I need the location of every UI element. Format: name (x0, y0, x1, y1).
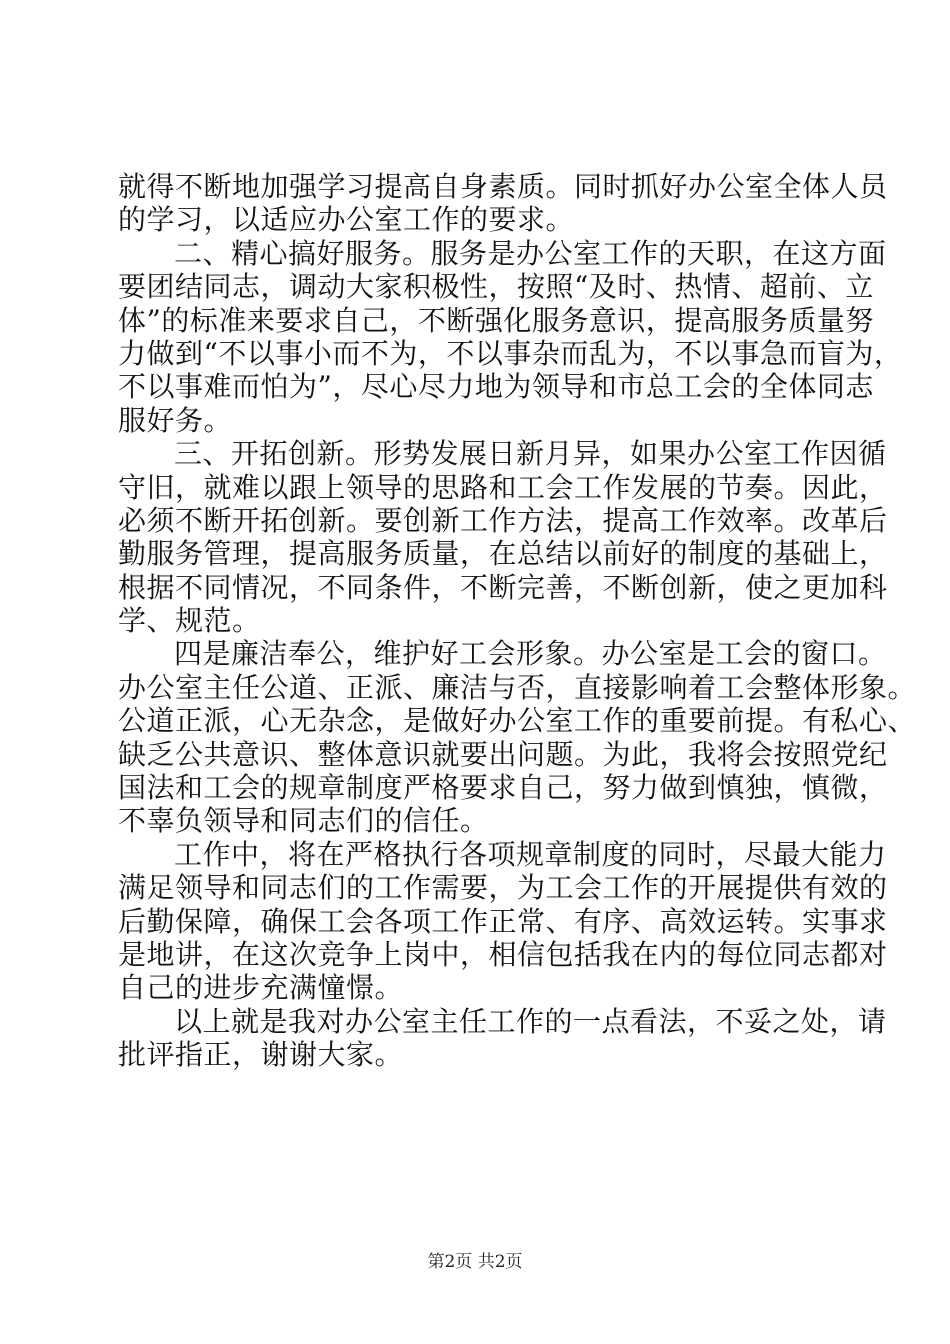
text-line: 学、规范。 (118, 604, 261, 638)
text-line: 必须不断开拓创新。要创新工作方法，提高工作效率。改革后 (118, 503, 888, 537)
text-line: 就得不断地加强学习提高自身素质。同时抓好办公室全体人员 (118, 170, 888, 203)
text-line: 要团结同志，调动大家积极性，按照“及时、热情、超前、立 (118, 270, 874, 304)
text-line: 后勤保障，确保工会各项工作正常、有序、高效运转。实事求 (118, 904, 888, 938)
text-line: 根据不同情况，不同条件，不断完善，不断创新，使之更加科 (118, 570, 888, 604)
text-line: 三、开拓创新。形势发展日新月异，如果办公室工作因循 (174, 437, 887, 471)
document-body (118, 170, 917, 1072)
text-line: 不以事难而怕为”，尽心尽力地为领导和市总工会的全体同志 (118, 370, 874, 404)
text-line: 力做到“不以事小而不为，不以事杂而乱为，不以事急而盲为， (118, 336, 903, 370)
text-line: 自己的进步充满憧憬。 (118, 971, 404, 1005)
page-footer: 第2页 共2页 (427, 1252, 523, 1272)
text-line: 四是廉洁奉公，维护好工会形象。办公室是工会的窗口。 (174, 637, 887, 671)
text-line: 勤服务管理，提高服务质量，在总结以前好的制度的基础上， (118, 537, 888, 571)
text-line: 守旧，就难以跟上领导的思路和工会工作发展的节奏。因此， (118, 470, 888, 504)
text-line: 工作中，将在严格执行各项规章制度的同时，尽最大能力 (174, 837, 887, 871)
text-line: 公道正派，心无杂念，是做好办公室工作的重要前提。有私心、 (118, 704, 917, 738)
text-line: 国法和工会的规章制度严格要求自己，努力做到慎独，慎微， (118, 771, 888, 805)
text-line: 的学习，以适应办公室工作的要求。 (118, 203, 575, 237)
text-line: 是地讲，在这次竞争上岗中，相信包括我在内的每位同志都对 (118, 937, 888, 971)
text-line: 不辜负领导和同志们的信任。 (118, 804, 489, 838)
text-line: 缺乏公共意识、整体意识就要出问题。为此，我将会按照党纪 (118, 737, 888, 771)
text-line: 满足领导和同志们的工作需要，为工会工作的开展提供有效的 (118, 871, 888, 905)
text-line: 以上就是我对办公室主任工作的一点看法，不妥之处，请 (174, 1004, 887, 1038)
text-line: 体”的标准来要求自己，不断强化服务意识，提高服务质量努 (118, 303, 874, 337)
text-line: 办公室主任公道、正派、廉洁与否，直接影响着工会整体形象。 (118, 670, 917, 704)
text-line: 服好务。 (118, 403, 233, 437)
text-line: 批评指正，谢谢大家。 (118, 1038, 404, 1072)
text-line: 二、精心搞好服务。服务是办公室工作的天职，在这方面 (174, 236, 887, 270)
